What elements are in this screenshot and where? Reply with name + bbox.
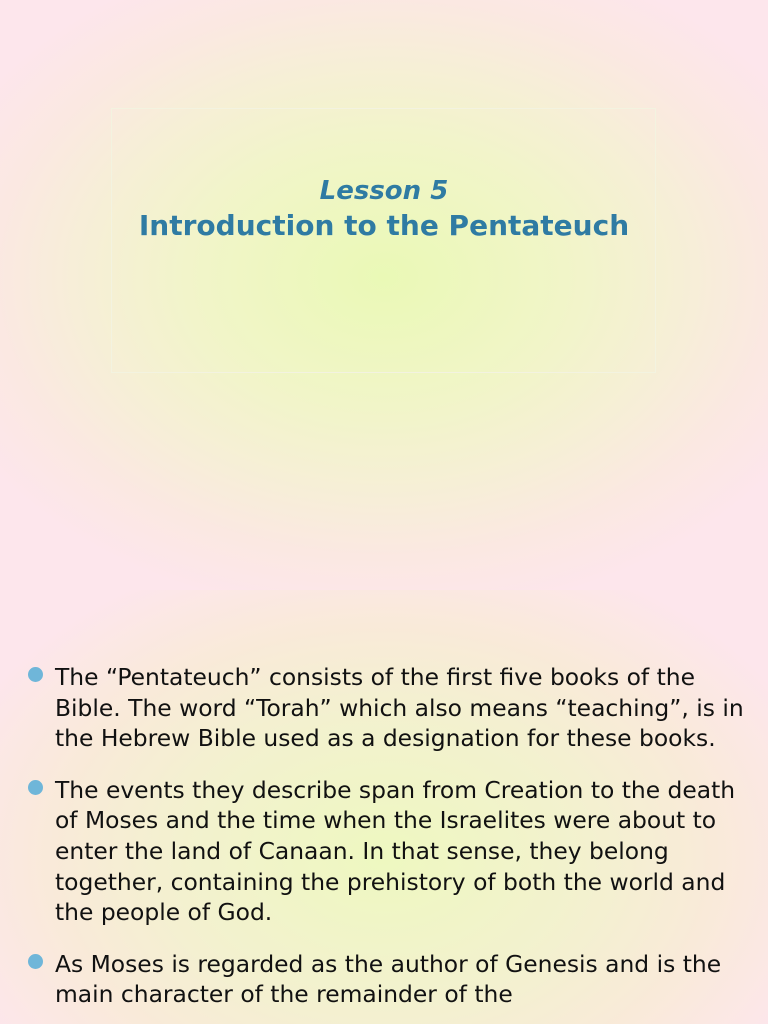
bullet-item [0, 949, 768, 1010]
bullet-dot-icon [28, 667, 43, 682]
bullet-item [0, 662, 768, 754]
bullet-dot-icon [28, 780, 43, 795]
bullet-text: As Moses is regarded as the author of Genesis and is the main character of the remainder of the [55, 949, 722, 1009]
content-slide [0, 590, 768, 1024]
lesson-label: Lesson 5 [319, 176, 449, 206]
bullet-item [0, 775, 768, 928]
bullet-list [0, 662, 768, 1024]
slide-title [0, 174, 768, 244]
bullet-text: The events they describe span from Creation to the death of Moses and the time when the Israelites were about to enter the land of Canaan. In that sense, they belong together, containing the prehistory of both the world and the people of God. [55, 775, 736, 927]
bullet-dot-icon [28, 954, 43, 969]
lesson-title: Introduction to the Pentateuch [138, 209, 630, 242]
bullet-text: The “Pentateuch” consists of the first five books of the Bible. The word “Torah” which also means “teaching”, is in the Hebrew Bible used as a designation for these books. [55, 663, 744, 753]
